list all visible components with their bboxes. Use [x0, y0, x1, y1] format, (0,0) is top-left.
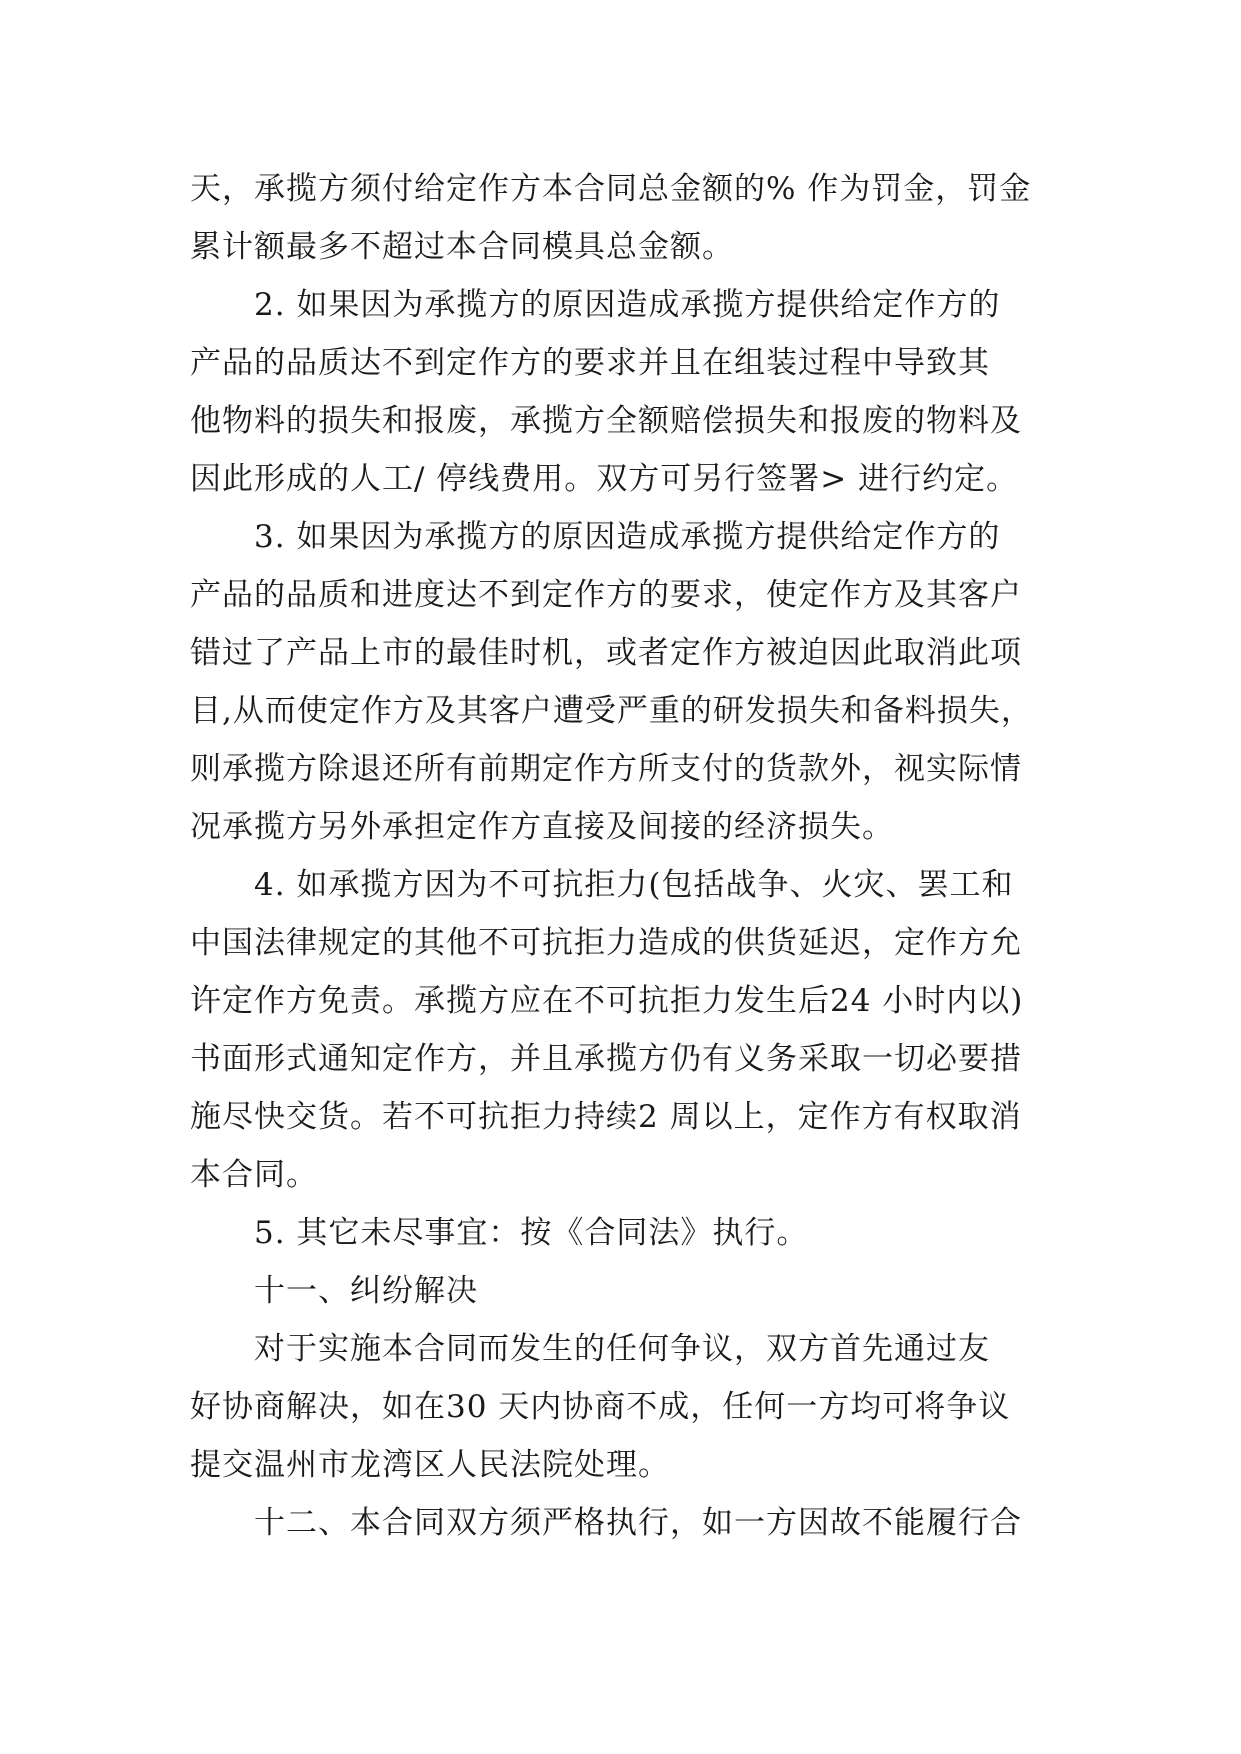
section-heading-11: 十一、纠纷解决 — [254, 1273, 478, 1309]
text-line-5: 他物料的损失和报废，承揽方全额赔偿损失和报废的物料及 — [190, 403, 1022, 439]
text-line-9: 错过了产品上市的最佳时机，或者定作方被迫因此取消此项 — [190, 635, 1022, 671]
text-line-1: 天，承揽方须付给定作方本合同总金额的% 作为罚金，罚金 — [190, 171, 1032, 207]
text-line-22: 好协商解决，如在30 天内协商不成，任何一方均可将争议 — [190, 1389, 1011, 1425]
text-line-23: 提交温州市龙湾区人民法院处理。 — [190, 1447, 670, 1483]
text-line-11: 则承揽方除退还所有前期定作方所支付的货款外，视实际情 — [190, 751, 1022, 787]
text-line-4: 产品的品质达不到定作方的要求并且在组装过程中导致其 — [190, 345, 990, 381]
text-line-18: 本合同。 — [190, 1157, 318, 1193]
text-line-7: 3. 如果因为承揽方的原因造成承揽方提供给定作方的 — [254, 519, 1001, 555]
text-line-17: 施尽快交货。若不可抗拒力持续2 周以上，定作方有权取消 — [190, 1099, 1022, 1135]
text-line-21: 对于实施本合同而发生的任何争议，双方首先通过友 — [254, 1331, 990, 1367]
text-line-2: 累计额最多不超过本合同模具总金额。 — [190, 229, 734, 265]
text-line-16: 书面形式通知定作方，并且承揽方仍有义务采取一切必要措 — [190, 1041, 1022, 1077]
text-line-14: 中国法律规定的其他不可抗拒力造成的供货延迟，定作方允 — [190, 925, 1022, 961]
text-line-3: 2. 如果因为承揽方的原因造成承揽方提供给定作方的 — [254, 287, 1001, 323]
text-line-6: 因此形成的人工/ 停线费用。双方可另行签署> 进行约定。 — [190, 461, 1019, 497]
text-line-15: 许定作方免责。承揽方应在不可抗拒力发生后24 小时内以) — [190, 983, 1024, 1019]
text-line-8: 产品的品质和进度达不到定作方的要求，使定作方及其客户 — [190, 577, 1022, 613]
text-line-13: 4. 如承揽方因为不可抗拒力(包括战争、火灾、罢工和 — [254, 867, 1014, 903]
text-line-24: 十二、本合同双方须严格执行，如一方因故不能履行合 — [254, 1505, 1022, 1541]
text-line-19: 5. 其它未尽事宜：按《合同法》执行。 — [254, 1215, 809, 1251]
text-line-10: 目,从而使定作方及其客户遭受严重的研发损失和备料损失， — [190, 693, 1033, 729]
text-line-12: 况承揽方另外承担定作方直接及间接的经济损失。 — [190, 809, 894, 845]
